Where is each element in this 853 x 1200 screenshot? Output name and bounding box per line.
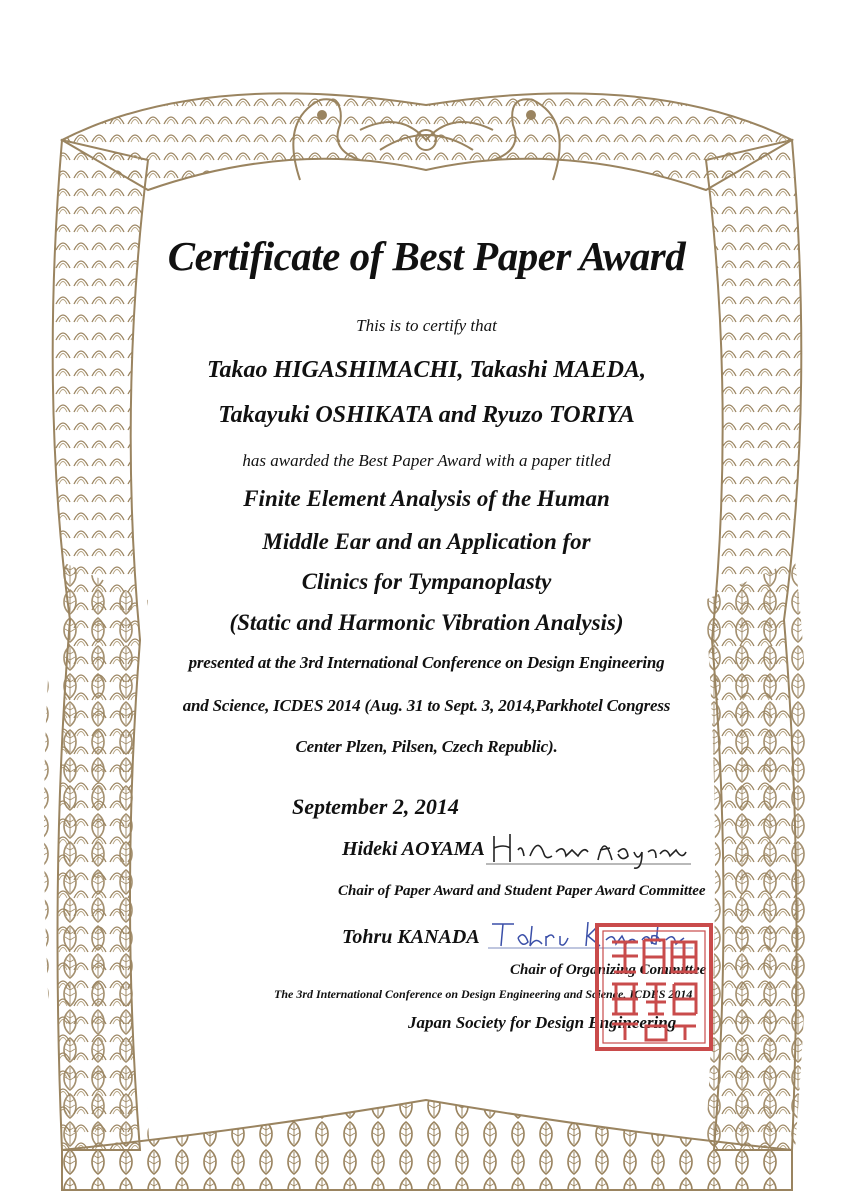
signatory-2-name: Tohru KANADA xyxy=(342,926,480,948)
certify-line: This is to certify that xyxy=(356,316,497,335)
presented-line-3: Center Plzen, Pilsen, Czech Republic). xyxy=(295,737,558,756)
awarded-line: has awarded the Best Paper Award with a paper titled xyxy=(242,451,611,470)
certificate-title: Certificate of Best Paper Award xyxy=(167,233,686,279)
paper-title-line-4: (Static and Harmonic Vibration Analysis) xyxy=(229,610,624,635)
paper-title-line-3: Clinics for Tympanoplasty xyxy=(301,569,552,594)
recipient-names-line-2: Takayuki OSHIKATA and Ryuzo TORIYA xyxy=(218,402,635,428)
official-seal xyxy=(594,922,714,1052)
signatory-1-name: Hideki AOYAMA xyxy=(342,838,485,860)
recipient-names-line-1: Takao HIGASHIMACHI, Takashi MAEDA, xyxy=(206,357,647,383)
signatory-1-signature xyxy=(486,826,696,872)
presented-line-1: presented at the 3rd International Conference on Design Engineering xyxy=(188,653,665,672)
award-date: September 2, 2014 xyxy=(292,794,459,819)
signatory-1-role: Chair of Paper Award and Student Paper Award Committee xyxy=(338,883,706,899)
paper-title-line-1: Finite Element Analysis of the Human xyxy=(243,486,610,511)
conference-line: The 3rd International Conference on Design Engineering and Science, ICDES 2014 xyxy=(274,987,693,1001)
signatory-2-role: Chair of Organizing Committee xyxy=(510,962,707,978)
presented-line-2: and Science, ICDES 2014 (Aug. 31 to Sept. 3, 2014,Parkhotel Congress xyxy=(182,696,671,715)
paper-title-line-2: Middle Ear and an Application for xyxy=(262,529,591,554)
organization-name: Japan Society for Design Engineering xyxy=(408,1013,677,1032)
